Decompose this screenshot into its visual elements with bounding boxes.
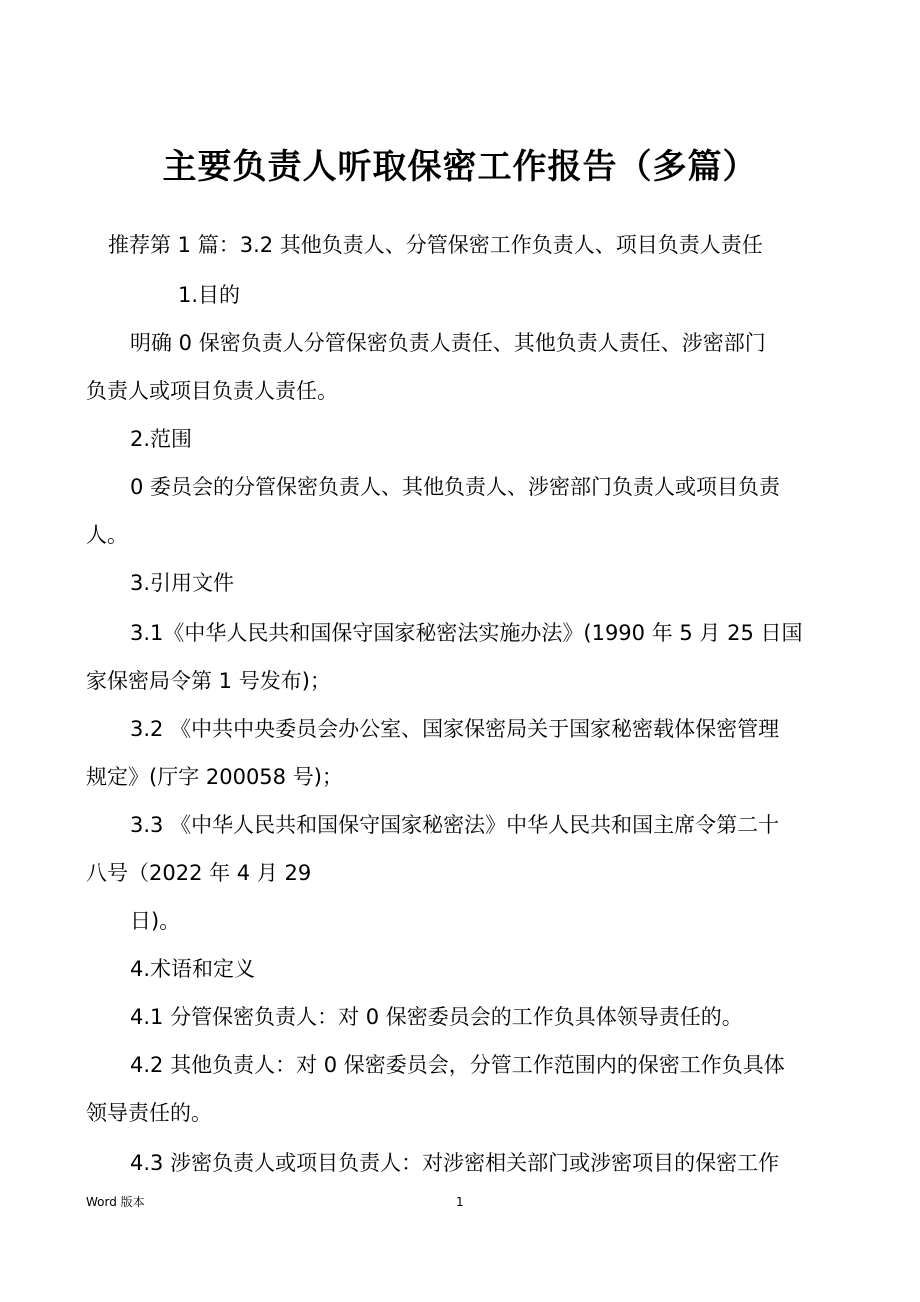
document-title: 主要负责人听取保密工作报告（多篇） xyxy=(162,147,758,187)
reference-3-2-line-2: 规定》(厅字 200058 号)； xyxy=(86,765,343,789)
definition-4-2-line-2: 领导责任的。 xyxy=(86,1101,212,1125)
section-3-heading: 3.引用文件 xyxy=(130,571,235,595)
definition-4-1: 4.1 分管保密负责人：对 0 保密委员会的工作负具体领导责任的。 xyxy=(130,1005,743,1029)
section-2-heading: 2.范围 xyxy=(130,427,193,451)
definition-4-2-line-1: 4.2 其他负责人：对 0 保密委员会，分管工作范围内的保密工作负具体 xyxy=(130,1053,785,1077)
section-1-body-line-1: 明确 0 保密负责人分管保密负责人责任、其他负责人责任、涉密部门 xyxy=(130,331,766,355)
section-2-body-line-2: 人。 xyxy=(86,523,128,547)
reference-3-2-line-1: 3.2 《中共中央委员会办公室、国家保密局关于国家秘密载体保密管理 xyxy=(130,717,780,741)
section-2-body-line-1: 0 委员会的分管保密负责人、其他负责人、涉密部门负责人或项目负责 xyxy=(130,475,781,499)
definition-4-3-line-1: 4.3 涉密负责人或项目负责人：对涉密相关部门或涉密项目的保密工作 xyxy=(130,1151,780,1175)
reference-3-1-line-2: 家保密局令第 1 号发布)； xyxy=(86,669,331,693)
section-4-heading: 4.术语和定义 xyxy=(130,957,256,981)
recommend-line: 推荐第 1 篇：3.2 其他负责人、分管保密工作负责人、项目负责人责任 xyxy=(108,233,763,257)
section-1-heading: 1.目的 xyxy=(178,283,241,307)
reference-3-3-line-3: 日)。 xyxy=(130,909,181,933)
footer-version-label: Word 版本 xyxy=(86,1195,145,1209)
reference-3-3-line-2: 八号（2022 年 4 月 29 xyxy=(86,861,312,885)
reference-3-1-line-1: 3.1《中华人民共和国保守国家秘密法实施办法》(1990 年 5 月 25 日国 xyxy=(130,621,803,645)
reference-3-3-line-1: 3.3 《中华人民共和国保守国家秘密法》中华人民共和国主席令第二十 xyxy=(130,813,780,837)
footer-page-number: 1 xyxy=(456,1195,464,1209)
section-1-body-line-2: 负责人或项目负责人责任。 xyxy=(86,379,338,403)
